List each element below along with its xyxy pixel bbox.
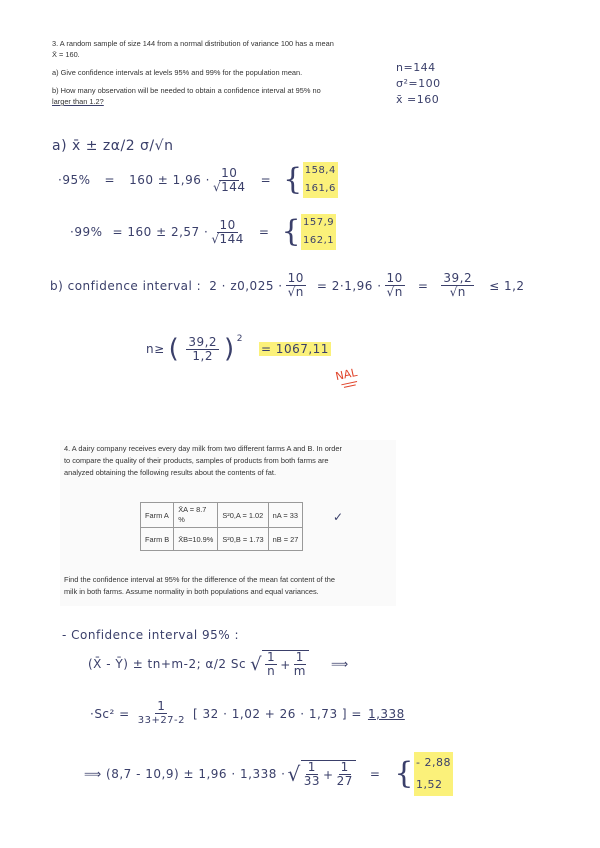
answer-b-ineq: ≤ 1,2 — [489, 278, 525, 293]
table-row — [141, 528, 303, 551]
answer-a-row-99: ·99% = 160 ± 2,57 · $\frac{10}{√144}$ = { 157,9 162,1 — [70, 214, 335, 249]
sqrt-fraction-b: $\frac{1}{m}$ — [293, 650, 306, 678]
farm-b-var: S²0,B = 1.73 — [218, 528, 268, 551]
row95-fraction: $\frac{10}{√144}$ — [213, 165, 246, 194]
note-n: n=144 — [396, 61, 436, 74]
problem-3-part-b-1: b) How many observation will be needed to obtain a confidence interval at 95% no — [52, 86, 321, 95]
row95-lower: 161,6 — [303, 180, 338, 198]
answer-b-fraction-2: $\frac{10}{√n}$ — [386, 271, 403, 299]
check-mark: ✓ — [333, 510, 344, 524]
answer-b-expr2: = 2·1,96 · — [316, 278, 382, 293]
sqrt-fraction-a: $\frac{1}{n}$ — [267, 650, 276, 678]
answer-4-arrow: ⟹ — [330, 657, 349, 671]
answer-b-fraction-1: $\frac{10}{√n}$ — [287, 271, 304, 299]
sc-fraction: $\frac{1}{33+27-2}$ — [137, 699, 186, 726]
farm-a-n: nA = 33 — [268, 503, 303, 528]
table-row — [141, 503, 303, 528]
problem-3-part-a: a) Give confidence intervals at levels 95% and 99% for the population mean. — [52, 68, 303, 77]
side-notes — [396, 60, 441, 108]
farm-b-mean: X̄B=10.9% — [174, 528, 218, 551]
answer-4-formula-row: (X̄ - Ȳ) ± tn+m-2; α/2 Sc √ $\frac{1}{n}$ + $\frac{1}{m}$ ⟹ — [88, 650, 349, 678]
red-note: NAL — [334, 366, 359, 389]
row95-label: ·95% — [58, 173, 91, 187]
answer-b-n-row: n≥ ( $\frac{39,2}{1,2}$ ) $^2$ = 1067,11 — [146, 334, 329, 364]
problem-3-text — [52, 38, 392, 107]
answer-b-row: b) confidence interval : 2 · z0,025 · $\frac{10}{√n}$ = 2·1,96 · $\frac{10}{√n}$ = $\frac{39,2}{√n}$ ≤ 1,2 — [50, 271, 525, 299]
n-result: = 1067,11 — [260, 342, 329, 356]
note-sigma: σ²=100 — [396, 77, 441, 90]
farm-a-label: Farm A — [141, 503, 174, 528]
problem-3-part-b-2: larger than 1.2? — [52, 97, 104, 106]
farm-b-n: nB = 27 — [268, 528, 303, 551]
answer-a-row-95: ·95% = 160 ± 1,96 · $\frac{10}{√144}$ = { 158,4 161,6 — [58, 162, 336, 197]
problem-4-text-3: analyzed obtaining the following results about the contents of fat. — [64, 468, 277, 477]
row95-upper: 158,4 — [303, 162, 338, 180]
final-fraction-a: $\frac{1}{33}$ — [303, 760, 321, 788]
row99-upper: 157,9 — [301, 214, 336, 232]
n-exponent: 2 — [236, 334, 243, 344]
row99-fraction: $\frac{10}{√144}$ — [211, 217, 244, 246]
row99-label: ·99% — [70, 225, 103, 239]
final-expr: ⟹ (8,7 - 10,9) ± 1,96 · 1,338 · — [84, 767, 286, 781]
final-row: ⟹ (8,7 - 10,9) ± 1,96 · 1,338 · √ $\frac{1}{33}$ + $\frac{1}{27}$ = { - 2,88 1,52 — [84, 752, 453, 796]
row99-lower: 162,1 — [301, 232, 336, 250]
sc-result: 1,338 — [367, 706, 405, 721]
answer-a-formula: a) x̄ ± zα/2 σ/√n — [52, 138, 174, 154]
n-expr: n≥ — [146, 342, 165, 356]
sc-bracket: [ 32 · 1,02 + 26 · 1,73 ] = — [193, 706, 362, 721]
farm-b-label: Farm B — [141, 528, 174, 551]
problem-4-block — [60, 440, 396, 606]
answer-b-expr1: 2 · z0,025 · — [209, 278, 283, 293]
final-upper: - 2,88 — [414, 752, 453, 774]
problem-3-line1: 3. A random sample of size 144 from a normal distribution of variance 100 has a mean — [52, 39, 334, 48]
sc-label: ·Sc² = — [90, 706, 130, 721]
answer-b-label: b) confidence interval : — [50, 278, 202, 293]
problem-4-text-1: 4. A dairy company receives every day milk from two different farms A and B. In order — [64, 444, 342, 453]
farm-a-var: S²0,A = 1.02 — [218, 503, 268, 528]
fat-table — [140, 502, 303, 551]
problem-4-question-1: Find the confidence interval at 95% for the difference of the mean fat content of the — [64, 575, 336, 584]
answer-4-formula: (X̄ - Ȳ) ± tn+m-2; α/2 Sc — [88, 657, 247, 671]
row95-expr: 160 ± 1,96 · — [129, 173, 210, 187]
final-lower: 1,52 — [414, 774, 453, 796]
answer-4-heading: - Confidence interval 95% : — [62, 628, 240, 642]
note-xbar: x̄ =160 — [396, 93, 440, 106]
problem-3-line2: X̄ = 160. — [52, 50, 80, 59]
problem-4-text-2: to compare the quality of their products, samples of products from both farms are — [64, 456, 329, 465]
problem-4-question-2: milk in both farms. Assume normality in both populations and equal variances. — [64, 587, 319, 596]
sc-row — [90, 700, 405, 727]
farm-a-mean: X̄A = 8.7 % — [174, 503, 218, 528]
final-fraction-b: $\frac{1}{27}$ — [336, 760, 353, 788]
row99-expr: = 160 ± 2,57 · — [112, 225, 209, 239]
answer-b-fraction-3: $\frac{39,2}{√n}$ — [443, 271, 473, 299]
n-fraction: $\frac{39,2}{1,2}$ — [188, 334, 218, 363]
